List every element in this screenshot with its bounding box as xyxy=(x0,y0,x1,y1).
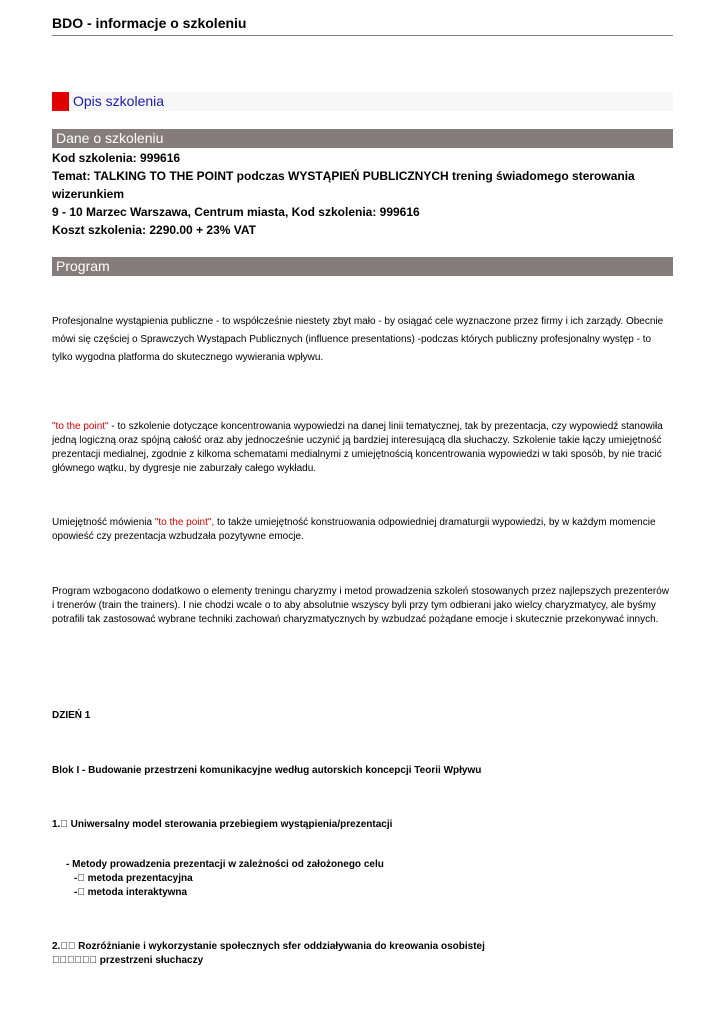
opis-label: Opis szkolenia xyxy=(73,93,165,109)
course-topic: Temat: TALKING TO THE POINT podczas WYSTĄPIEŃ PUBLICZNYCH trening świadomego sterowania wizerunkiem xyxy=(52,169,635,201)
opis-section-header xyxy=(52,92,673,111)
agenda-item-2 xyxy=(52,940,485,968)
program-paragraph-3 xyxy=(52,516,673,544)
course-cost: Koszt szkolenia: 2290.00 + 23% VAT xyxy=(52,223,256,237)
course-date-location: 9 - 10 Marzec Warszawa, Centrum miasta, Kod szkolenia: 999616 xyxy=(52,205,420,219)
program-paragraph-1: Profesjonalne wystąpienia publiczne - to współcześnie niestety zbyt mało - by osiągać cele wyznaczone przez firmy i ich zarządy. Obecnie mówi się częściej o Sprawczych Wystąpach Publicznych (influence presentations) -podczas których publiczny profesjonalny występ - to tylko wygodna platforma do skutecznego wywierania wpływu. xyxy=(52,316,664,363)
page-title: BDO - informacje o szkoleniu xyxy=(52,12,673,36)
to-the-point-highlight: "to the point" xyxy=(52,421,109,432)
subitem-presentation-method: -  metoda prezentacyjna xyxy=(74,873,193,884)
dane-heading-bar xyxy=(52,129,673,148)
course-code: Kod szkolenia: 999616 xyxy=(52,151,181,165)
paragraph-3-text: to także umiejętność konstruowania odpowiedniej dramaturgii wypowiedzi, by w każdym momencie opowieść czy prezentacja wzbudzała pozytywne emocje. xyxy=(52,517,656,542)
program-heading: Program xyxy=(56,258,110,274)
agenda-subitems xyxy=(66,858,384,900)
program-paragraph-2 xyxy=(52,420,673,476)
agenda-item-2-line-1: 2.   Rozróżnianie i wykorzystanie społecznych sfer oddziaływania do kreowania osobistej xyxy=(52,941,485,952)
to-the-point-highlight-2: "to the point", xyxy=(154,517,215,528)
program-paragraph-4: Program wzbogacono dodatkowo o elementy treningu charyzmy i metod prowadzenia szkoleń stosowanych przez najlepszych prezenterów i trenerów (train the trainers). I nie chodzi wcale o to aby absolutnie wszyscy byli przy tym odbierani jako wielcy charyzmatycy, ale byśmy potrafili tak zastosować wybrane techniki zachowań charyzmatycznych by wzbudzać pożądane emocje i skutecznie przekonywać innych. xyxy=(52,586,669,625)
paragraph-3-start: Umiejętność mówienia xyxy=(52,517,155,528)
subitem-interactive-method: -  metoda interaktywna xyxy=(74,887,188,898)
day-heading: DZIEŃ 1 xyxy=(52,710,91,721)
agenda-item-2-line-2:        przestrzeni słuchaczy xyxy=(52,955,204,966)
agenda-item-1: 1.  Uniwersalny model sterowania przebiegiem wystąpienia/prezentacji xyxy=(52,819,393,830)
paragraph-2-text: - to szkolenie dotyczące koncentrowania wypowiedzi na danej linii tematycznej, tak by prezentacja, czy wypowiedź stanowiła jedną logiczną oraz spójną całość oraz aby jednocześnie uczynić ją bardziej interesującą dla słuchaczy. Szkolenie takie łączy umiejętność prezentacji medialnej, zgodnie z kilkoma schematami medialnymi z umiejętnością koncentrowania wypowiedzi w taki sposób, by nie tracić głównego wątku, by dygresje nie zaburzały całego wykładu. xyxy=(52,421,663,474)
dane-details xyxy=(52,149,673,239)
program-heading-bar xyxy=(52,257,673,276)
subitem-methods: - Metody prowadzenia prezentacji w zależności od założonego celu xyxy=(66,859,384,870)
block-heading: Blok I - Budowanie przestrzeni komunikacyjne według autorskich koncepcji Teorii Wpływu xyxy=(52,765,482,776)
red-square-icon xyxy=(52,92,69,111)
dane-heading: Dane o szkoleniu xyxy=(56,130,164,146)
